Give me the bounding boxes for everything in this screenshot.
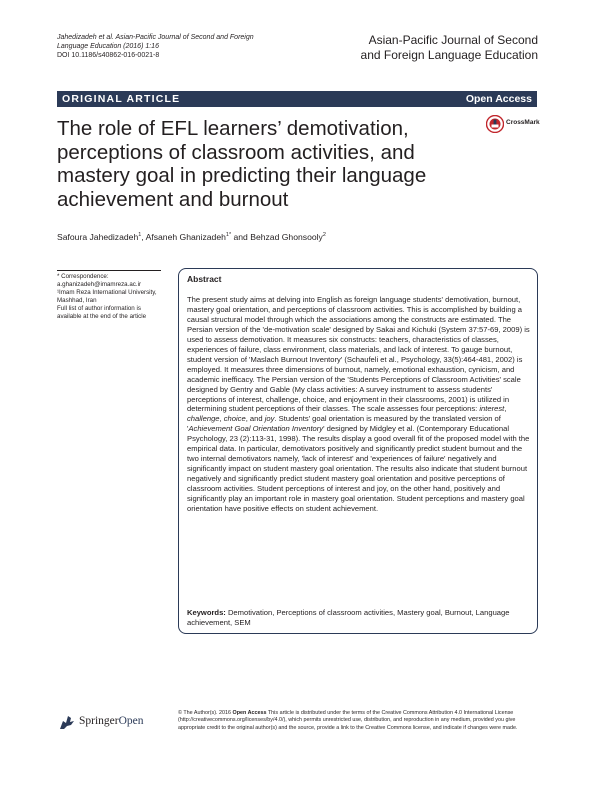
abstract-sep-1: , <box>504 404 507 414</box>
springer-open-logo[interactable] <box>57 711 167 733</box>
abstract-italic-inventory: Achievement Goal Orientation Inventory <box>188 424 324 434</box>
crossmark-icon <box>486 115 504 133</box>
keywords-label: Keywords: <box>187 608 226 617</box>
abstract-heading: Abstract <box>187 274 222 284</box>
citation-block <box>57 33 307 60</box>
correspondence-label: * Correspondence: <box>57 273 109 280</box>
abstract-italic-challenge: challenge <box>187 414 220 424</box>
author-1[interactable]: Safoura Jahedizadeh <box>57 232 139 242</box>
author-conjunction: and <box>233 232 248 242</box>
article-type-bar <box>57 91 537 107</box>
keywords <box>187 608 531 628</box>
sidebar-rule <box>57 270 161 271</box>
license-open-access: Open Access <box>232 710 267 716</box>
crossmark-label: CrossMark <box>506 119 540 126</box>
article-title: The role of EFL learners’ demotivation, perceptions of classroom activities, and mastery goal in predicting their language achievement and burnout <box>57 117 427 211</box>
author-2-affiliation: 1* <box>225 232 232 239</box>
abstract-italic-joy: joy <box>264 414 275 424</box>
abstract-italic-interest: interest <box>479 404 505 414</box>
abstract-part-2: . Students' goal orientation is measured by the translated version of ' <box>187 414 501 434</box>
author-info-note: Full list of author information is available at the end of the article <box>57 305 147 320</box>
springer-word: Springer <box>79 715 119 727</box>
abstract-sep-2: , <box>219 414 224 424</box>
journal-name <box>298 33 538 62</box>
citation-line-1: Jahedizadeh et al. Asian-Pacific Journal of Second and Foreign <box>57 34 254 41</box>
crossmark-logo[interactable] <box>486 115 546 133</box>
abstract-part-3: ' designed by Midgley et al. (Contemporary Educational Psychology, 23 (2):113-31, 1998). The results display a good overall fit of the proposed model with the empirical data. In particular, demotivators positively and significantly predict student burnout and the two internal demotivators namely, 'lack of interest' and 'experiences of failure' negatively and significantly impact on student mastery goal orientation. The results also indicate that student burnout negatively and significantly predict student mastery goal orientation and positive perceptions of classroom activities. Student perceptions of interest and joy, on the other hand, positively and significantly play an important role in mastery goal orientation. Student perceptions and mastery goal orientation have positive effects on student achievement. <box>187 424 530 514</box>
abstract-part-1: The present study aims at delving into English as foreign language students' demotivation, burnout, mastery goal orientation, and perceptions of classroom activities. This is accomplished by building a causal structural model through which the associations among the constructs are estimated. The Persian version of the 'de-motivation scale' designed by Sakai and Kichuki (System 37:57-69, 2009) is used to assess demotivation. It measures six constructs: teachers, characteristics of classes, experiences of failure, class environment, class materials, and lack of interest. To gauge burnout, student version of 'Maslach Burnout Inventory' (Schaufeli et al., Psychology, 33(5):464-481, 2002) is employed. It measures three dimensions of burnout, namely, emotional exhaustion, cynicism, and academic inefficacy. The Persian version of the 'Students Perceptions of Classroom Activities' scale designed by Gentry and Gable (My class activities: A survey instrument to assess students' perceptions of interest, challenge, choice, and enjoyment in their classrooms, 2001) is utilized in determining student perceptions of their classes. The scale assesses four perceptions: <box>187 295 530 414</box>
author-2[interactable]: Afsaneh Ghanizadeh <box>145 232 226 242</box>
license-copyright: © The Author(s). 2016 <box>178 710 233 716</box>
author-3[interactable]: Behzad Ghonsooly <box>250 232 323 242</box>
abstract-box <box>178 268 538 634</box>
abstract-sep-3: , and <box>245 414 265 424</box>
correspondence-sidebar <box>57 270 167 321</box>
article-type: ORIGINAL ARTICLE <box>62 93 181 105</box>
abstract-italic-choice: choice <box>223 414 246 424</box>
author-3-affiliation: 2 <box>322 232 326 239</box>
keywords-list: Demotivation, Perceptions of classroom activities, Mastery goal, Burnout, Language achievement, SEM <box>187 608 510 627</box>
journal-line-1: Asian-Pacific Journal of Second <box>368 33 538 47</box>
abstract-text <box>187 295 531 514</box>
author-list: Safoura Jahedizadeh$^1$, Afsaneh Ghanizadeh$^{1*}$ and Behzad Ghonsooly$^2$ <box>57 232 326 242</box>
license-notice <box>178 710 540 732</box>
affiliation: ¹Imam Reza International University, Mashhad, Iran <box>57 289 157 304</box>
citation-line-2: Language Education (2016) 1:16 <box>57 43 159 50</box>
doi[interactable]: DOI 10.1186/s40862-016-0021-8 <box>57 52 160 59</box>
open-word: Open <box>118 715 144 727</box>
springer-open-wordmark <box>79 715 144 727</box>
springer-horse-icon <box>57 712 77 732</box>
correspondence-email[interactable]: a.ghanizadeh@imamreza.ac.ir <box>57 281 142 288</box>
open-access-badge: Open Access <box>465 93 532 105</box>
journal-line-2: and Foreign Language Education <box>360 47 538 62</box>
author-1-affiliation: 1 <box>138 232 142 239</box>
license-text: This article is distributed under the terms of the Creative Commons Attribution 4.0 International License (http://creativecommons.org/licenses/by/4.0/), which permits unrestricted use, distribution, and reproduction in any medium, provided you give appropriate credit to the original author(s) and the source, provide a link to the Creative Commons license, and indicate if changes were made. <box>178 710 518 731</box>
